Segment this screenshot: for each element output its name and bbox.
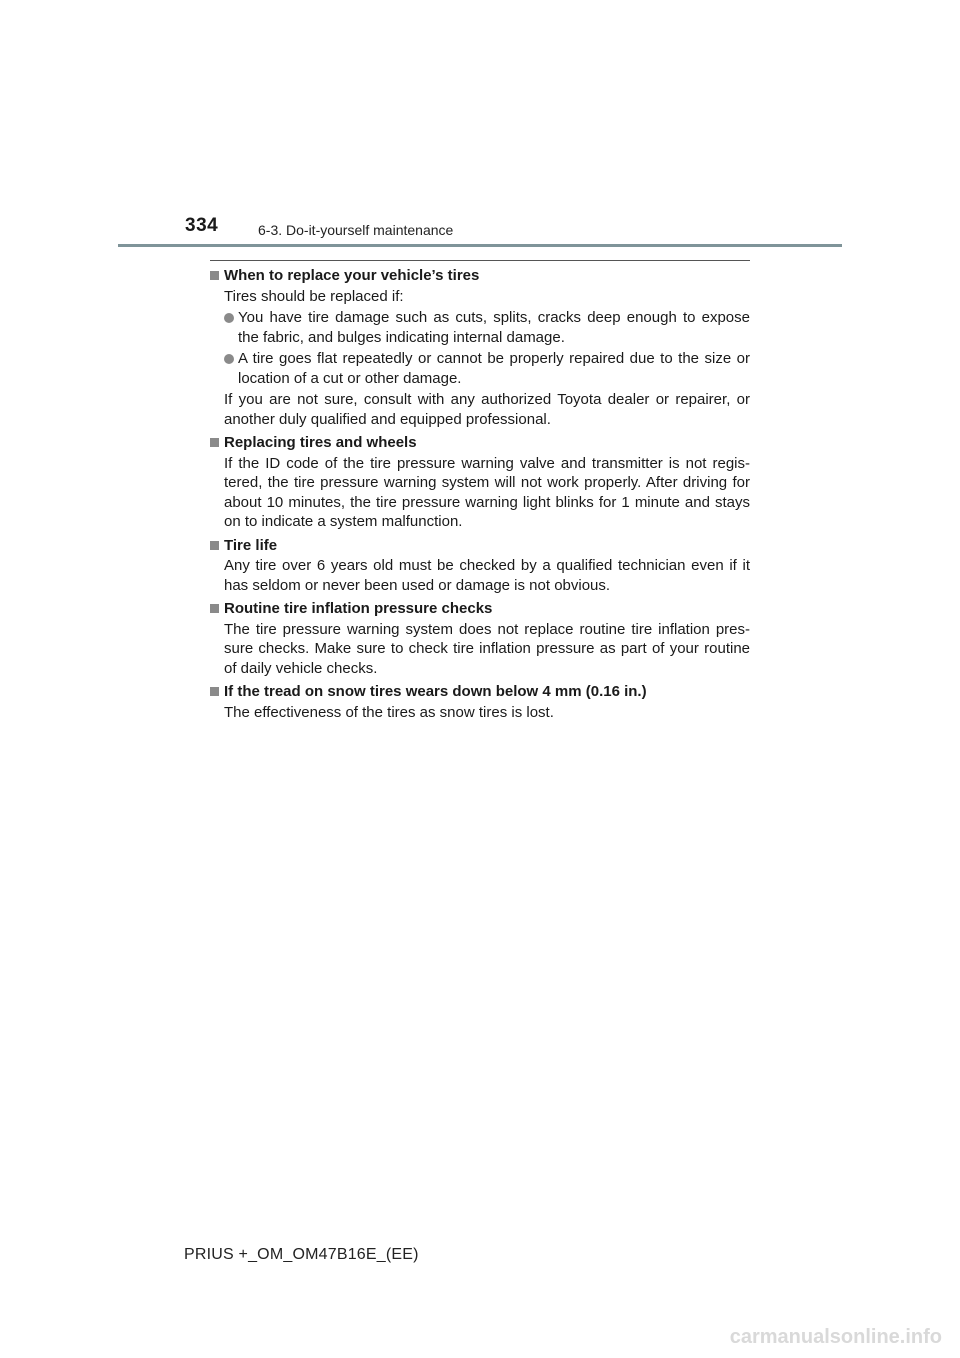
- round-bullet-icon: [224, 354, 234, 364]
- section-paragraph: If you are not sure, consult with any authorized Toyota dealer or repairer, or another duly qualified and equipped professional.: [224, 391, 750, 428]
- section-heading-text: If the tread on snow tires wears down below 4 mm (0.16 in.): [224, 683, 647, 700]
- header-rule: [118, 244, 842, 247]
- list-item: [210, 349, 750, 388]
- square-bullet-icon: [210, 604, 219, 613]
- section-heading-text: Tire life: [224, 536, 278, 554]
- footer-model-code: PRIUS +_OM_OM47B16E_(EE): [184, 1246, 419, 1263]
- section-snow-tires: [210, 682, 750, 722]
- list-item: [210, 308, 750, 347]
- section-heading: [210, 682, 750, 702]
- list-item-text: A tire goes flat repeatedly or cannot be properly repaired due to the size or location of a cut or other damage.: [238, 350, 750, 387]
- section-heading: [210, 433, 750, 453]
- content-rule: [210, 260, 750, 261]
- section-paragraph: If the ID code of the tire pressure warning valve and transmitter is not regis- tered, the tire pressure warning system will not work properly. After driving for about 10 minutes, the tire pressure warning light blinks for 1 minute and stays on to indicate a system malfunction.: [224, 454, 750, 530]
- section-heading-text: Replacing tires and wheels: [224, 434, 417, 451]
- content-area: [210, 266, 750, 726]
- section-paragraph: Tires should be replaced if:: [224, 287, 404, 305]
- section-heading-text: Routine tire inflation pressure checks: [224, 600, 493, 617]
- section-paragraph: The effectiveness of the tires as snow tires is lost.: [224, 703, 554, 721]
- section-paragraph: The tire pressure warning system does not replace routine tire inflation pres- sure checks. Make sure to check tire inflation pressure as part of your routine of daily vehicle checks.: [224, 620, 750, 677]
- round-bullet-icon: [224, 313, 234, 323]
- square-bullet-icon: [210, 687, 219, 696]
- section-heading: [210, 266, 750, 286]
- section-tire-life: [210, 536, 750, 596]
- section-replace-tires: [210, 266, 750, 429]
- section-replacing-wheels: [210, 433, 750, 532]
- square-bullet-icon: [210, 271, 219, 280]
- section-heading-text: When to replace your vehicle’s tires: [224, 267, 480, 284]
- list-item-text: You have tire damage such as cuts, splits, cracks deep enough to expose the fabric, and bulges indicating internal damage.: [238, 309, 750, 346]
- square-bullet-icon: [210, 541, 219, 550]
- section-pressure-checks: [210, 599, 750, 678]
- section-paragraph: Any tire over 6 years old must be checked by a qualified technician even if it has seldom or never been used or damage is not obvious.: [224, 557, 750, 594]
- section-heading: [210, 536, 750, 556]
- section-title: 6-3. Do-it-yourself maintenance: [258, 222, 454, 238]
- section-heading: [210, 599, 750, 619]
- watermark: carmanualsonline.info: [729, 1326, 942, 1348]
- square-bullet-icon: [210, 438, 219, 447]
- page-number: 334: [185, 215, 219, 236]
